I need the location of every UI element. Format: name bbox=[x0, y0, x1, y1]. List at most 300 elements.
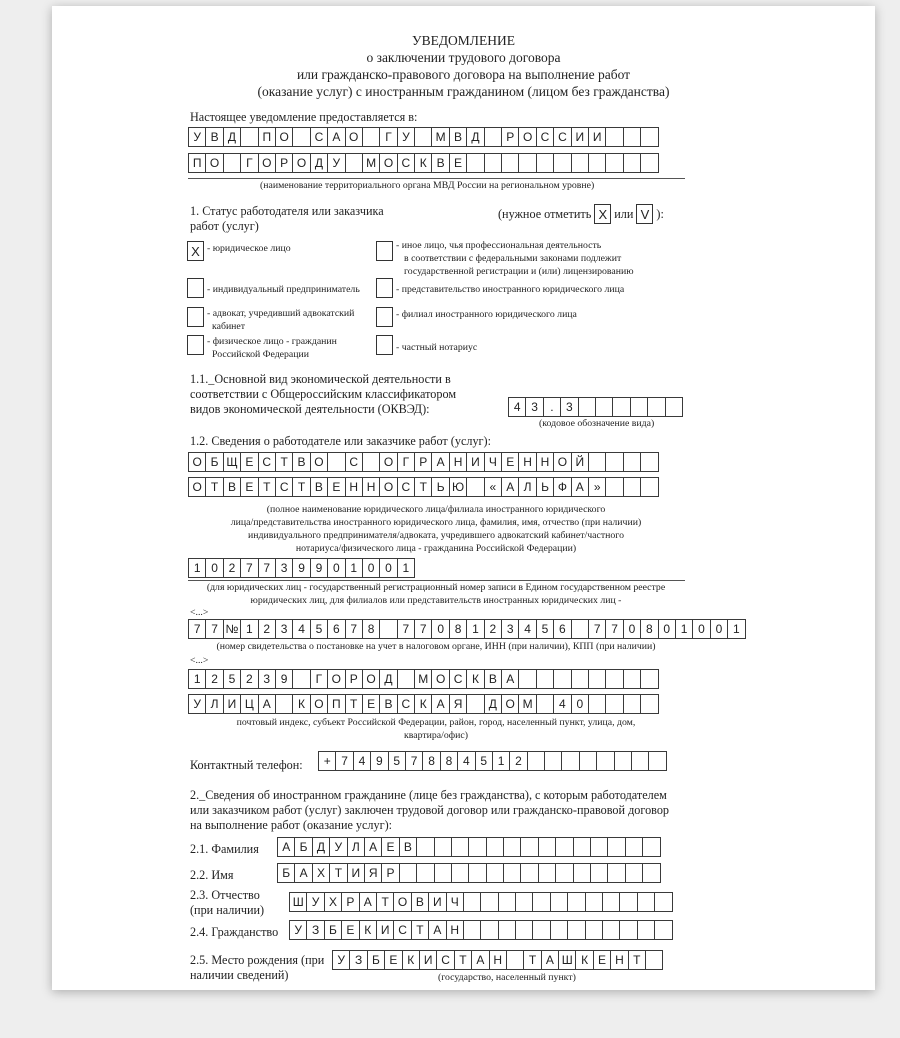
form-cell[interactable] bbox=[642, 837, 660, 857]
form-cell[interactable]: 0 bbox=[327, 558, 345, 578]
form-cell[interactable]: Т bbox=[345, 694, 363, 714]
form-cell[interactable] bbox=[640, 153, 658, 173]
form-cell[interactable]: Н bbox=[345, 477, 363, 497]
form-cell[interactable] bbox=[486, 863, 504, 883]
form-cell[interactable] bbox=[607, 837, 625, 857]
form-cell[interactable]: Б bbox=[367, 950, 385, 970]
form-cell[interactable]: 1 bbox=[240, 619, 258, 639]
form-cell[interactable] bbox=[486, 837, 504, 857]
form-cell[interactable] bbox=[463, 920, 481, 940]
form-cell[interactable] bbox=[345, 153, 363, 173]
form-cell[interactable]: О bbox=[310, 452, 328, 472]
form-cell[interactable] bbox=[466, 477, 484, 497]
form-cell[interactable]: 5 bbox=[536, 619, 554, 639]
form-cell[interactable]: Е bbox=[240, 477, 258, 497]
form-cell[interactable] bbox=[595, 397, 613, 417]
form-cell[interactable]: 4 bbox=[508, 397, 526, 417]
form-cell[interactable]: З bbox=[349, 950, 367, 970]
form-cell[interactable]: Д bbox=[312, 837, 330, 857]
form-cell[interactable] bbox=[637, 920, 655, 940]
form-cell[interactable]: 0 bbox=[379, 558, 397, 578]
form-cell[interactable]: К bbox=[292, 694, 310, 714]
form-cell[interactable]: Ь bbox=[431, 477, 449, 497]
form-cell[interactable]: Ь bbox=[536, 477, 554, 497]
form-cell[interactable]: Ч bbox=[446, 892, 464, 912]
form-cell[interactable]: 0 bbox=[571, 694, 589, 714]
form-cell[interactable]: № bbox=[223, 619, 241, 639]
form-cell[interactable]: Т bbox=[376, 892, 394, 912]
form-cell[interactable] bbox=[623, 127, 641, 147]
form-cell[interactable]: 8 bbox=[422, 751, 440, 771]
form-cell[interactable]: С bbox=[345, 452, 363, 472]
form-cell[interactable]: Е bbox=[449, 153, 467, 173]
form-cell[interactable] bbox=[414, 127, 432, 147]
form-cell[interactable]: Е bbox=[362, 694, 380, 714]
form-cell[interactable]: В bbox=[431, 153, 449, 173]
form-cell[interactable]: О bbox=[362, 669, 380, 689]
form-cell[interactable] bbox=[623, 694, 641, 714]
form-cell[interactable]: А bbox=[258, 694, 276, 714]
form-cell[interactable]: А bbox=[471, 950, 489, 970]
form-cell[interactable]: У bbox=[188, 694, 206, 714]
form-cell[interactable]: 3 bbox=[525, 397, 543, 417]
form-cell[interactable]: Й bbox=[571, 452, 589, 472]
form-cell[interactable]: Н bbox=[489, 950, 507, 970]
form-cell[interactable]: Е bbox=[327, 477, 345, 497]
form-cell[interactable] bbox=[623, 669, 641, 689]
form-cell[interactable]: З bbox=[306, 920, 324, 940]
form-cell[interactable]: Р bbox=[501, 127, 519, 147]
form-cell[interactable]: А bbox=[431, 452, 449, 472]
employer-address-row-1[interactable] bbox=[188, 669, 658, 689]
form-cell[interactable]: 3 bbox=[275, 619, 293, 639]
status-other-person-checkbox[interactable] bbox=[376, 241, 393, 261]
form-cell[interactable] bbox=[573, 863, 591, 883]
form-cell[interactable]: Л bbox=[518, 477, 536, 497]
form-cell[interactable]: С bbox=[275, 477, 293, 497]
form-cell[interactable]: Б bbox=[294, 837, 312, 857]
employer-tax-cells[interactable] bbox=[188, 619, 745, 639]
form-cell[interactable] bbox=[553, 153, 571, 173]
form-cell[interactable]: Т bbox=[454, 950, 472, 970]
form-cell[interactable] bbox=[642, 863, 660, 883]
form-cell[interactable]: П bbox=[327, 694, 345, 714]
form-cell[interactable]: Ш bbox=[289, 892, 307, 912]
form-cell[interactable]: А bbox=[428, 920, 446, 940]
form-cell[interactable]: 2 bbox=[484, 619, 502, 639]
form-cell[interactable] bbox=[571, 669, 589, 689]
form-cell[interactable] bbox=[550, 892, 568, 912]
form-cell[interactable]: Е bbox=[593, 950, 611, 970]
form-cell[interactable]: Т bbox=[411, 920, 429, 940]
form-cell[interactable] bbox=[292, 127, 310, 147]
form-cell[interactable]: П bbox=[188, 153, 206, 173]
status-lawyer-checkbox[interactable] bbox=[187, 307, 204, 327]
form-cell[interactable]: Ю bbox=[449, 477, 467, 497]
form-cell[interactable]: Б bbox=[324, 920, 342, 940]
form-cell[interactable]: 0 bbox=[623, 619, 641, 639]
form-cell[interactable]: В bbox=[292, 452, 310, 472]
form-cell[interactable] bbox=[623, 153, 641, 173]
form-cell[interactable]: Д bbox=[223, 127, 241, 147]
form-cell[interactable] bbox=[567, 920, 585, 940]
form-cell[interactable]: 2 bbox=[205, 669, 223, 689]
form-cell[interactable]: Д bbox=[379, 669, 397, 689]
form-cell[interactable]: И bbox=[571, 127, 589, 147]
form-cell[interactable]: Ф bbox=[553, 477, 571, 497]
form-cell[interactable]: С bbox=[258, 452, 276, 472]
form-cell[interactable]: У bbox=[397, 127, 415, 147]
form-cell[interactable]: А bbox=[571, 477, 589, 497]
form-cell[interactable] bbox=[567, 892, 585, 912]
form-cell[interactable]: 2 bbox=[509, 751, 527, 771]
form-cell[interactable]: Б bbox=[205, 452, 223, 472]
form-cell[interactable]: 5 bbox=[310, 619, 328, 639]
form-cell[interactable]: Н bbox=[449, 452, 467, 472]
form-cell[interactable] bbox=[585, 920, 603, 940]
form-cell[interactable]: Т bbox=[275, 452, 293, 472]
form-cell[interactable] bbox=[515, 892, 533, 912]
form-cell[interactable]: Р bbox=[381, 863, 399, 883]
form-cell[interactable] bbox=[379, 619, 397, 639]
status-legal-entity-checkbox[interactable]: X bbox=[187, 241, 204, 261]
form-cell[interactable] bbox=[654, 920, 672, 940]
form-cell[interactable]: Н bbox=[610, 950, 628, 970]
form-cell[interactable] bbox=[536, 669, 554, 689]
form-cell[interactable]: 9 bbox=[370, 751, 388, 771]
form-cell[interactable]: А bbox=[294, 863, 312, 883]
form-cell[interactable]: 0 bbox=[205, 558, 223, 578]
form-cell[interactable]: 3 bbox=[258, 669, 276, 689]
form-cell[interactable]: М bbox=[518, 694, 536, 714]
form-cell[interactable]: И bbox=[419, 950, 437, 970]
form-cell[interactable]: И bbox=[347, 863, 365, 883]
form-cell[interactable]: Г bbox=[397, 452, 415, 472]
status-individual-entrepreneur-checkbox[interactable] bbox=[187, 278, 204, 298]
form-cell[interactable] bbox=[416, 837, 434, 857]
form-cell[interactable]: У bbox=[289, 920, 307, 940]
form-cell[interactable]: О bbox=[393, 892, 411, 912]
form-cell[interactable]: Б bbox=[277, 863, 295, 883]
form-cell[interactable] bbox=[520, 863, 538, 883]
form-cell[interactable]: В bbox=[310, 477, 328, 497]
form-cell[interactable] bbox=[520, 837, 538, 857]
form-cell[interactable]: 2 bbox=[240, 669, 258, 689]
form-cell[interactable]: « bbox=[484, 477, 502, 497]
form-cell[interactable]: С bbox=[436, 950, 454, 970]
form-cell[interactable]: 4 bbox=[292, 619, 310, 639]
form-cell[interactable]: Г bbox=[240, 153, 258, 173]
form-cell[interactable] bbox=[579, 751, 597, 771]
form-cell[interactable]: 4 bbox=[353, 751, 371, 771]
form-cell[interactable] bbox=[480, 920, 498, 940]
form-cell[interactable]: С bbox=[397, 694, 415, 714]
form-cell[interactable]: 7 bbox=[605, 619, 623, 639]
form-cell[interactable] bbox=[648, 751, 666, 771]
okved-code-cells[interactable] bbox=[508, 397, 682, 417]
form-cell[interactable]: 9 bbox=[292, 558, 310, 578]
form-cell[interactable] bbox=[468, 863, 486, 883]
form-cell[interactable]: И bbox=[376, 920, 394, 940]
form-cell[interactable]: Г bbox=[379, 127, 397, 147]
form-cell[interactable]: В bbox=[223, 477, 241, 497]
form-cell[interactable]: 6 bbox=[327, 619, 345, 639]
form-cell[interactable]: К bbox=[466, 669, 484, 689]
form-cell[interactable]: Х bbox=[324, 892, 342, 912]
form-cell[interactable]: 6 bbox=[553, 619, 571, 639]
form-cell[interactable]: В bbox=[399, 837, 417, 857]
form-cell[interactable] bbox=[527, 751, 545, 771]
form-cell[interactable]: 5 bbox=[223, 669, 241, 689]
form-cell[interactable]: 1 bbox=[727, 619, 745, 639]
form-cell[interactable] bbox=[397, 669, 415, 689]
form-cell[interactable] bbox=[555, 837, 573, 857]
form-cell[interactable] bbox=[544, 751, 562, 771]
form-cell[interactable] bbox=[590, 837, 608, 857]
form-cell[interactable] bbox=[538, 863, 556, 883]
form-cell[interactable] bbox=[434, 837, 452, 857]
form-cell[interactable] bbox=[480, 892, 498, 912]
employer-name-row-1[interactable] bbox=[188, 452, 658, 472]
form-cell[interactable]: 8 bbox=[362, 619, 380, 639]
form-cell[interactable] bbox=[619, 892, 637, 912]
form-cell[interactable] bbox=[588, 669, 606, 689]
form-cell[interactable] bbox=[506, 950, 524, 970]
form-cell[interactable] bbox=[362, 127, 380, 147]
form-cell[interactable] bbox=[605, 694, 623, 714]
form-cell[interactable]: И bbox=[428, 892, 446, 912]
patronymic-cells[interactable] bbox=[289, 892, 672, 912]
form-cell[interactable]: У bbox=[188, 127, 206, 147]
birthplace-cells[interactable] bbox=[332, 950, 662, 970]
form-cell[interactable] bbox=[588, 452, 606, 472]
form-cell[interactable] bbox=[466, 153, 484, 173]
form-cell[interactable]: . bbox=[543, 397, 561, 417]
form-cell[interactable] bbox=[538, 837, 556, 857]
form-cell[interactable]: П bbox=[258, 127, 276, 147]
form-cell[interactable]: 7 bbox=[414, 619, 432, 639]
form-cell[interactable]: М bbox=[431, 127, 449, 147]
form-cell[interactable]: 1 bbox=[675, 619, 693, 639]
form-cell[interactable]: 9 bbox=[275, 669, 293, 689]
form-cell[interactable] bbox=[498, 920, 516, 940]
form-cell[interactable]: 0 bbox=[658, 619, 676, 639]
form-cell[interactable] bbox=[640, 669, 658, 689]
form-cell[interactable]: 4 bbox=[553, 694, 571, 714]
form-cell[interactable]: О bbox=[292, 153, 310, 173]
form-cell[interactable]: 7 bbox=[345, 619, 363, 639]
employer-name-row-2[interactable] bbox=[188, 477, 658, 497]
form-cell[interactable]: 5 bbox=[475, 751, 493, 771]
form-cell[interactable]: 4 bbox=[518, 619, 536, 639]
surname-cells[interactable] bbox=[277, 837, 660, 857]
status-representative-office-checkbox[interactable] bbox=[376, 278, 393, 298]
form-cell[interactable] bbox=[518, 153, 536, 173]
form-cell[interactable]: 0 bbox=[710, 619, 728, 639]
status-individual-citizen-checkbox[interactable] bbox=[187, 335, 204, 355]
form-cell[interactable]: Т bbox=[258, 477, 276, 497]
form-cell[interactable] bbox=[292, 669, 310, 689]
form-cell[interactable]: 7 bbox=[588, 619, 606, 639]
form-cell[interactable]: И bbox=[223, 694, 241, 714]
form-cell[interactable]: 0 bbox=[362, 558, 380, 578]
name-cells[interactable] bbox=[277, 863, 660, 883]
form-cell[interactable] bbox=[463, 892, 481, 912]
form-cell[interactable]: Г bbox=[310, 669, 328, 689]
status-branch-checkbox[interactable] bbox=[376, 307, 393, 327]
form-cell[interactable]: Л bbox=[205, 694, 223, 714]
form-cell[interactable] bbox=[645, 950, 663, 970]
form-cell[interactable] bbox=[640, 452, 658, 472]
form-cell[interactable] bbox=[555, 863, 573, 883]
form-cell[interactable]: В bbox=[411, 892, 429, 912]
form-cell[interactable]: А bbox=[359, 892, 377, 912]
form-cell[interactable]: О bbox=[310, 694, 328, 714]
form-cell[interactable] bbox=[571, 619, 589, 639]
form-cell[interactable]: + bbox=[318, 751, 336, 771]
status-notary-checkbox[interactable] bbox=[376, 335, 393, 355]
form-cell[interactable]: 1 bbox=[466, 619, 484, 639]
form-cell[interactable]: Ц bbox=[240, 694, 258, 714]
form-cell[interactable]: С bbox=[449, 669, 467, 689]
authority-row-2[interactable] bbox=[188, 153, 658, 173]
form-cell[interactable]: Р bbox=[345, 669, 363, 689]
form-cell[interactable]: В bbox=[449, 127, 467, 147]
form-cell[interactable]: Ш bbox=[558, 950, 576, 970]
form-cell[interactable]: 7 bbox=[397, 619, 415, 639]
form-cell[interactable]: О bbox=[188, 452, 206, 472]
form-cell[interactable]: О bbox=[518, 127, 536, 147]
form-cell[interactable] bbox=[588, 153, 606, 173]
form-cell[interactable]: Л bbox=[347, 837, 365, 857]
employer-address-row-2[interactable] bbox=[188, 694, 658, 714]
form-cell[interactable] bbox=[590, 863, 608, 883]
form-cell[interactable]: 8 bbox=[449, 619, 467, 639]
form-cell[interactable] bbox=[607, 863, 625, 883]
form-cell[interactable]: У bbox=[306, 892, 324, 912]
form-cell[interactable]: О bbox=[327, 669, 345, 689]
form-cell[interactable] bbox=[362, 452, 380, 472]
form-cell[interactable]: К bbox=[414, 694, 432, 714]
form-cell[interactable]: В bbox=[379, 694, 397, 714]
form-cell[interactable] bbox=[451, 863, 469, 883]
form-cell[interactable]: В bbox=[205, 127, 223, 147]
form-cell[interactable] bbox=[466, 694, 484, 714]
form-cell[interactable]: Т bbox=[205, 477, 223, 497]
form-cell[interactable] bbox=[515, 920, 533, 940]
form-cell[interactable]: О bbox=[188, 477, 206, 497]
form-cell[interactable] bbox=[637, 892, 655, 912]
form-cell[interactable]: 7 bbox=[188, 619, 206, 639]
form-cell[interactable] bbox=[619, 920, 637, 940]
form-cell[interactable]: 2 bbox=[258, 619, 276, 639]
form-cell[interactable]: К bbox=[414, 153, 432, 173]
form-cell[interactable]: У bbox=[329, 837, 347, 857]
form-cell[interactable]: 3 bbox=[501, 619, 519, 639]
form-cell[interactable]: О bbox=[345, 127, 363, 147]
form-cell[interactable]: 7 bbox=[405, 751, 423, 771]
form-cell[interactable]: О bbox=[258, 153, 276, 173]
phone-cells[interactable] bbox=[318, 751, 666, 771]
form-cell[interactable] bbox=[605, 452, 623, 472]
form-cell[interactable] bbox=[550, 920, 568, 940]
form-cell[interactable] bbox=[588, 694, 606, 714]
form-cell[interactable] bbox=[605, 153, 623, 173]
form-cell[interactable] bbox=[605, 477, 623, 497]
form-cell[interactable]: 7 bbox=[240, 558, 258, 578]
form-cell[interactable]: 1 bbox=[188, 669, 206, 689]
form-cell[interactable]: 7 bbox=[205, 619, 223, 639]
form-cell[interactable] bbox=[625, 837, 643, 857]
form-cell[interactable]: О bbox=[553, 452, 571, 472]
form-cell[interactable]: А bbox=[327, 127, 345, 147]
form-cell[interactable]: 7 bbox=[258, 558, 276, 578]
form-cell[interactable]: Р bbox=[275, 153, 293, 173]
form-cell[interactable]: 1 bbox=[188, 558, 206, 578]
form-cell[interactable] bbox=[605, 669, 623, 689]
form-cell[interactable] bbox=[647, 397, 665, 417]
form-cell[interactable]: 1 bbox=[345, 558, 363, 578]
form-cell[interactable]: 3 bbox=[560, 397, 578, 417]
form-cell[interactable] bbox=[536, 153, 554, 173]
form-cell[interactable] bbox=[640, 477, 658, 497]
form-cell[interactable]: А bbox=[501, 477, 519, 497]
form-cell[interactable]: Д bbox=[310, 153, 328, 173]
form-cell[interactable]: Е bbox=[240, 452, 258, 472]
form-cell[interactable] bbox=[585, 892, 603, 912]
form-cell[interactable]: С bbox=[393, 920, 411, 940]
form-cell[interactable] bbox=[240, 127, 258, 147]
form-cell[interactable]: Е bbox=[501, 452, 519, 472]
form-cell[interactable]: И bbox=[466, 452, 484, 472]
form-cell[interactable]: К bbox=[359, 920, 377, 940]
form-cell[interactable] bbox=[605, 127, 623, 147]
form-cell[interactable]: Е bbox=[341, 920, 359, 940]
form-cell[interactable]: Д bbox=[484, 694, 502, 714]
form-cell[interactable]: К bbox=[575, 950, 593, 970]
form-cell[interactable]: 2 bbox=[223, 558, 241, 578]
form-cell[interactable] bbox=[640, 694, 658, 714]
form-cell[interactable] bbox=[451, 837, 469, 857]
form-cell[interactable] bbox=[625, 863, 643, 883]
form-cell[interactable] bbox=[503, 837, 521, 857]
form-cell[interactable]: Р bbox=[414, 452, 432, 472]
form-cell[interactable]: Т bbox=[523, 950, 541, 970]
form-cell[interactable]: 1 bbox=[492, 751, 510, 771]
form-cell[interactable] bbox=[602, 892, 620, 912]
form-cell[interactable]: Щ bbox=[223, 452, 241, 472]
form-cell[interactable] bbox=[536, 694, 554, 714]
form-cell[interactable] bbox=[275, 694, 293, 714]
form-cell[interactable]: Е bbox=[381, 837, 399, 857]
form-cell[interactable]: М bbox=[362, 153, 380, 173]
form-cell[interactable]: А bbox=[364, 837, 382, 857]
form-cell[interactable] bbox=[501, 153, 519, 173]
form-cell[interactable] bbox=[399, 863, 417, 883]
form-cell[interactable]: У bbox=[332, 950, 350, 970]
form-cell[interactable]: 5 bbox=[388, 751, 406, 771]
form-cell[interactable]: У bbox=[327, 153, 345, 173]
form-cell[interactable]: И bbox=[588, 127, 606, 147]
form-cell[interactable]: Н bbox=[446, 920, 464, 940]
form-cell[interactable] bbox=[631, 751, 649, 771]
form-cell[interactable] bbox=[484, 153, 502, 173]
form-cell[interactable]: С bbox=[536, 127, 554, 147]
form-cell[interactable] bbox=[573, 837, 591, 857]
employer-ogrn-cells[interactable] bbox=[188, 558, 414, 578]
form-cell[interactable]: О bbox=[379, 153, 397, 173]
form-cell[interactable]: Д bbox=[466, 127, 484, 147]
